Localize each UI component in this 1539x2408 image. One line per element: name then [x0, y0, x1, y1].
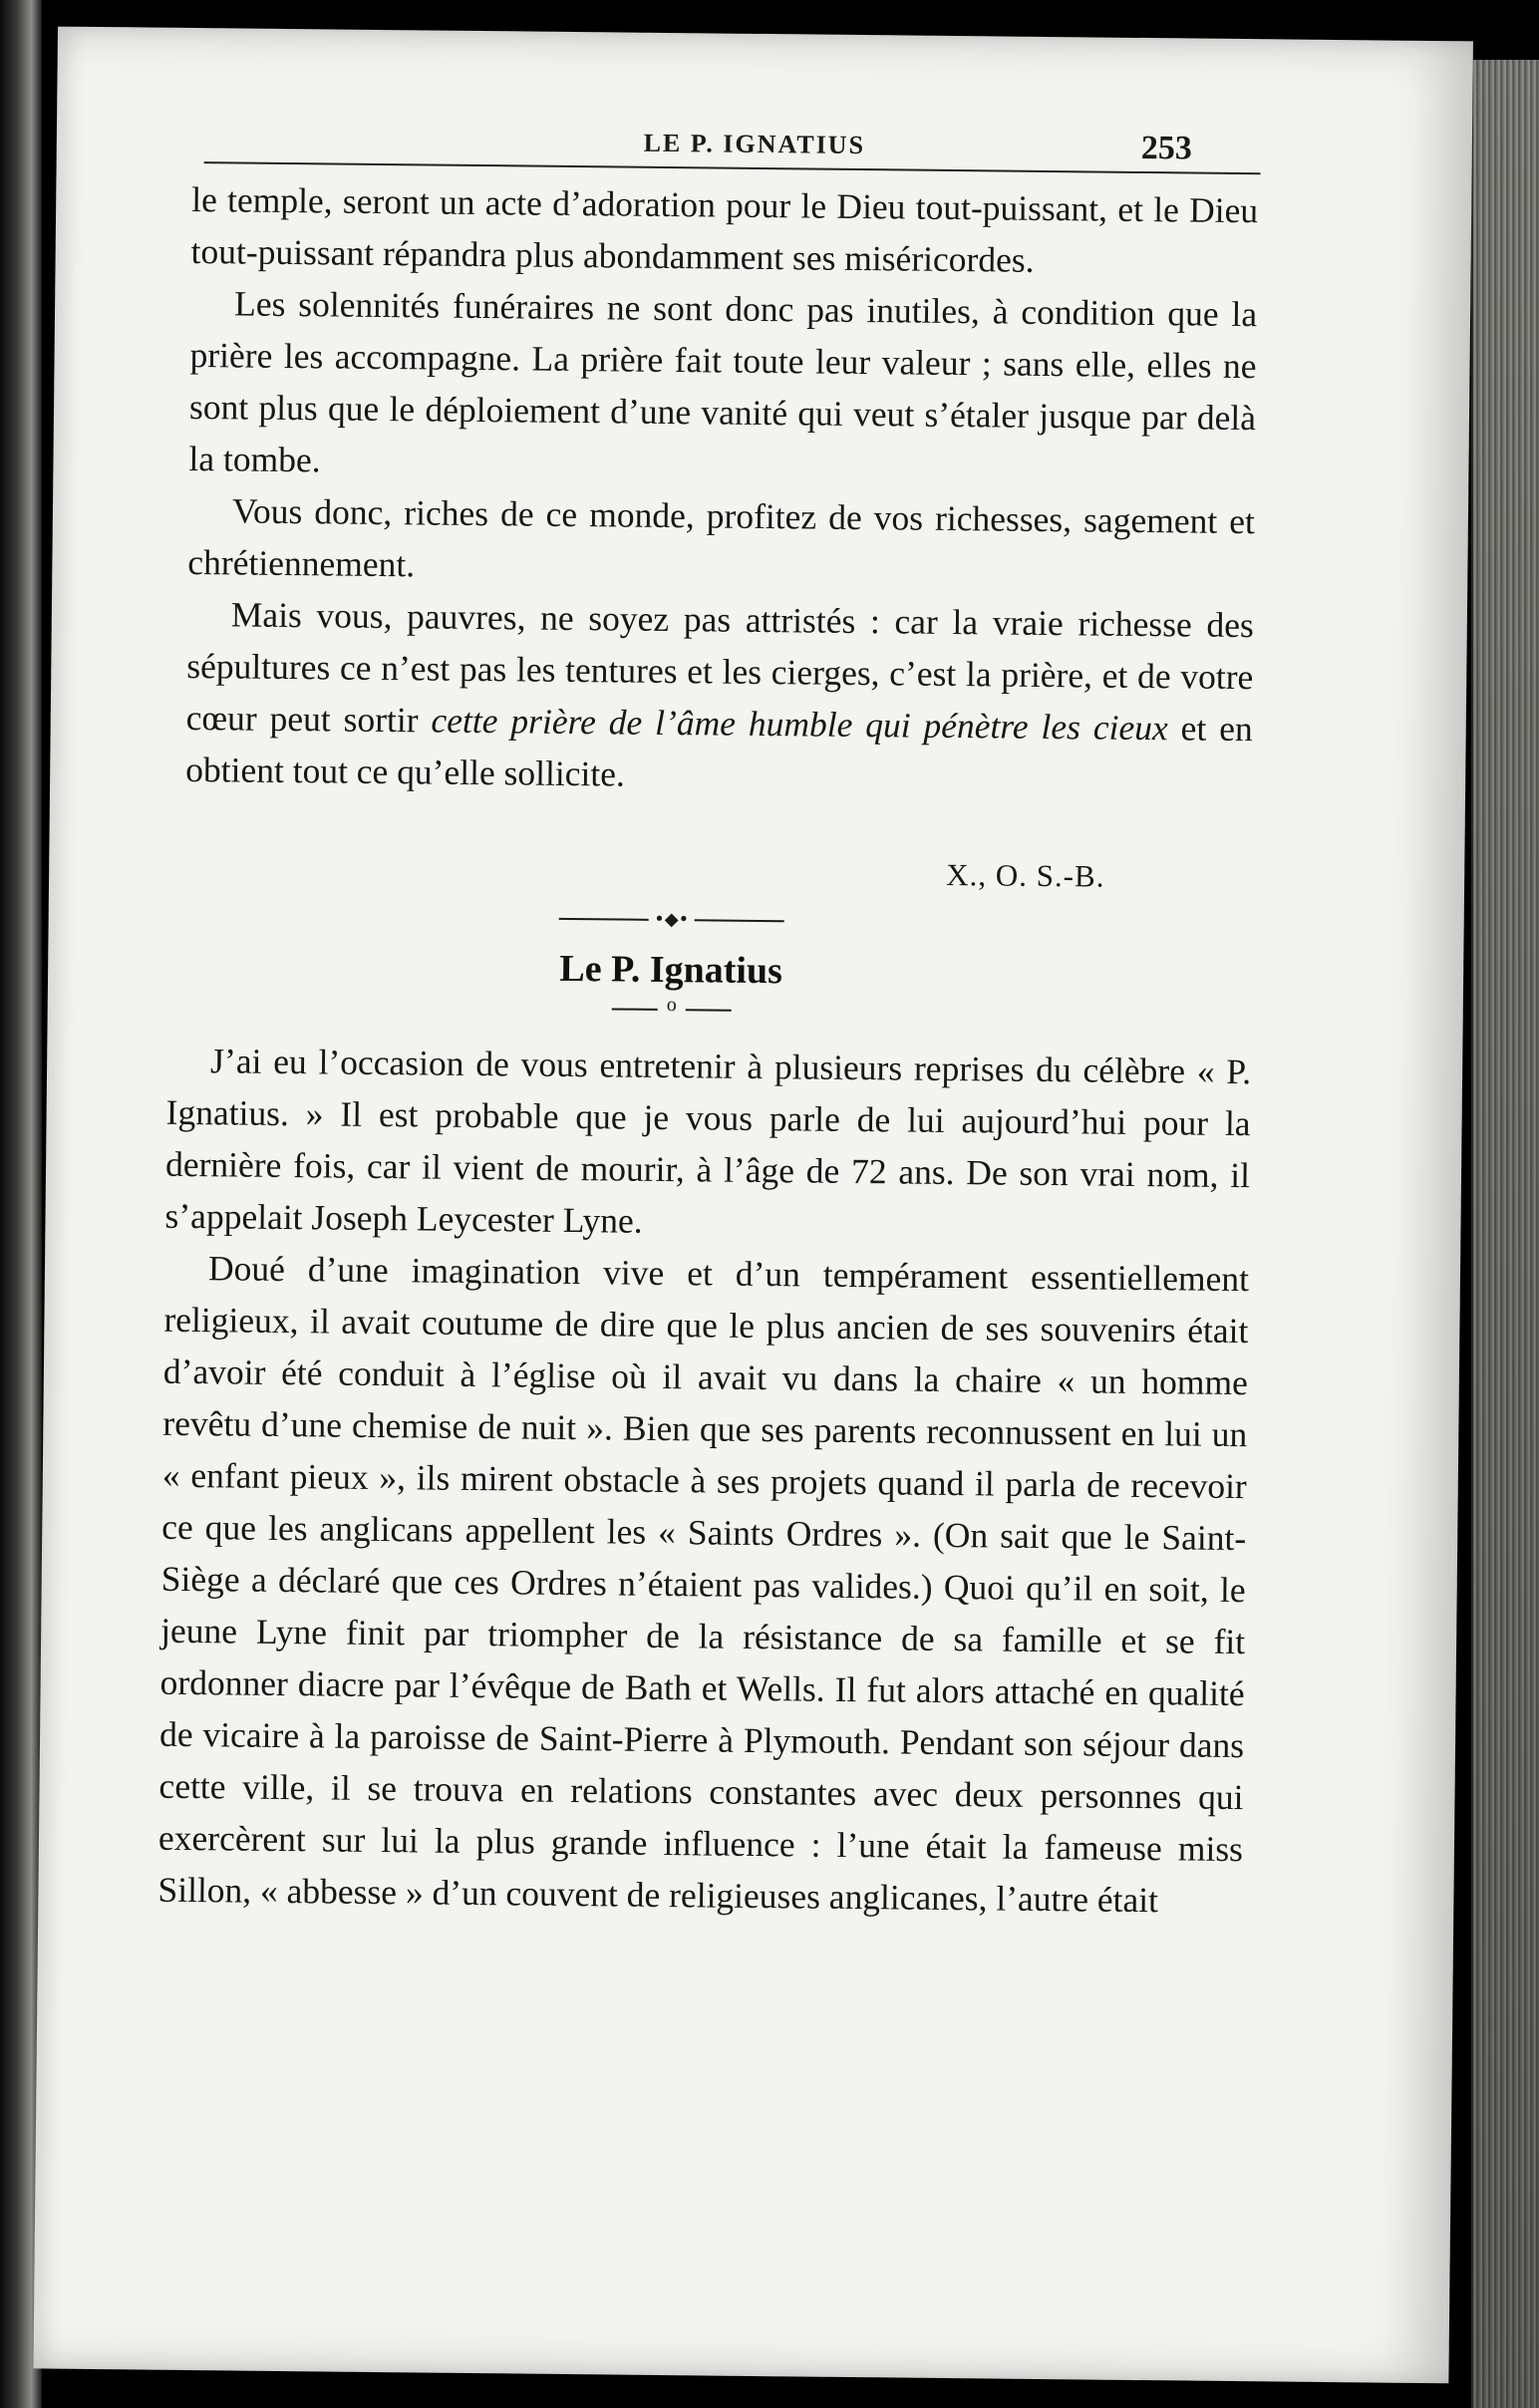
- divider-line: [559, 918, 649, 921]
- author-signature: X., O. S.-B.: [945, 856, 1105, 894]
- rule-segment: [686, 1009, 732, 1011]
- paragraph: le temple, seront un acte d’adoration pour le Dieu tout-puissant, et le Dieu tout-puissant répandra plus abondamment ses miséricordes.: [190, 178, 1259, 280]
- paragraph: [185, 588, 1254, 806]
- previous-article-continuation: [185, 173, 1258, 806]
- article-body: [157, 1035, 1251, 1927]
- book-page: [33, 27, 1473, 2384]
- paragraph-text: Mais vous, pauvres, ne soyez pas attristés : car la vraie richesse des sépultures ce n’est pas les tentures et les cierges, c’est la prière, et de votre cœur peut sortir: [185, 594, 1255, 741]
- rule-segment: [612, 1008, 658, 1010]
- paragraph-text: et en obtient tout ce qu’elle sollicite.: [185, 708, 1253, 794]
- header-rule: [204, 161, 1261, 174]
- running-head: LE P. IGNATIUS: [643, 128, 866, 160]
- paragraph: Doué d’une imagination vive et d’un tempérament essentiellement religieux, il avait coutume de dire que le plus ancien de ses souvenirs était d’avoir été conduit à l’église où il avait vu dans la chaire « un homme revêtu d’une chemise de nuit ». Bien que ses parents reconnussent en lui un « enfant pieux », ils mirent obstacle à ses projets quand il parla de recevoir ce que les anglicans appellent les « Saints Ordres ». (On sait que le Saint-Siège a déclaré que ces Ordres n’étaient pas valides.) Quoi qu’il en soit, le jeune Lyne finit par triompher de la résistance de sa famille et se fit ordonner diacre par l’évêque de Bath et Wells. Il fut alors attaché en qualité de vicaire à la paroisse de Saint-Pierre à Plymouth. Pendant son séjour dans cette ville, il se trouva en relations constantes avec deux personnes qui exercèrent sur lui la plus grande influence : l’une était la fameuse miss Sillon, « abbesse » d’un couvent de religieuses anglicanes, l’autre était: [157, 1248, 1250, 1921]
- divider-line: [695, 919, 784, 922]
- previous-page-edge: [0, 0, 42, 2408]
- page-stack-edge: [1471, 60, 1539, 2408]
- rule-mark: o: [666, 994, 677, 1017]
- article-title: Le P. Ignatius: [559, 947, 783, 993]
- paragraph: J’ai eu l’occasion de vous entretenir à plusieurs reprises du célèbre « P. Ignatius. » Il est probable que je vous parle de lui aujourd’hui pour la dernière fois, car il vient de mourir, à l’âge de 72 ans. De son vrai nom, il s’appelait Joseph Leycester Lyne.: [164, 1041, 1252, 1241]
- paragraph: Les solennités funéraires ne sont donc pas inutiles, à condition que la prière les accompagne. La prière fait toute leur valeur ; sans elle, elles ne sont plus que le déploiement d’une vanité qui veut s’étaler jusque par delà la tombe.: [188, 283, 1258, 480]
- italic-quote: cette prière de l’âme humble qui pénètre les cieux: [431, 700, 1168, 749]
- title-rule: [612, 994, 732, 1020]
- divider-dots: •◆•: [654, 908, 690, 931]
- paragraph: Vous donc, riches de ce monde, profitez de vos richesses, sagement et chrétiennement.: [187, 490, 1256, 585]
- page-number: 253: [1140, 129, 1193, 167]
- section-divider-ornament: [559, 908, 784, 931]
